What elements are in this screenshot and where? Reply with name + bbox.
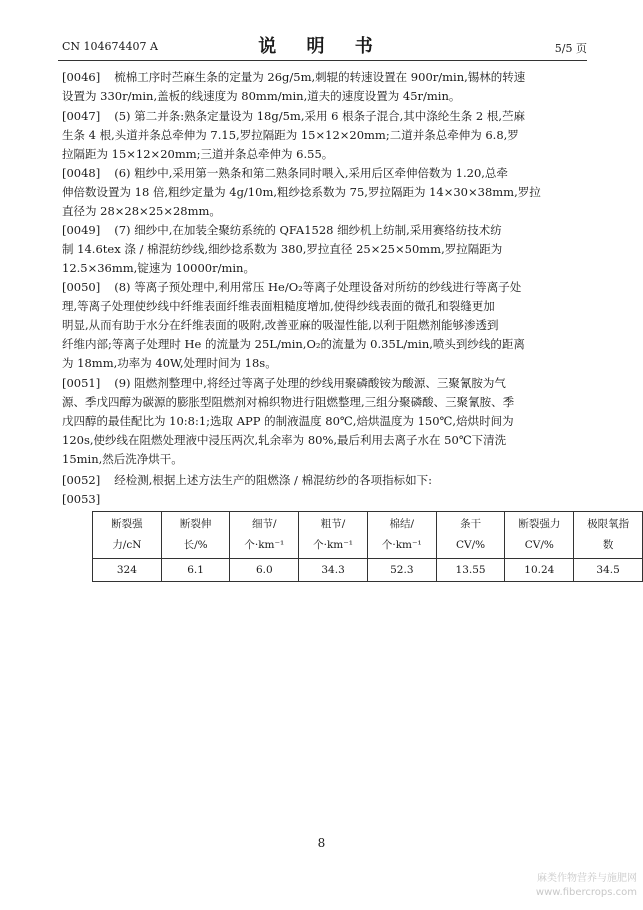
- watermark-line-2: www.fibercrops.com: [535, 887, 637, 898]
- header-line: 力/cN: [112, 539, 142, 551]
- paragraph-line: [62, 335, 590, 354]
- table-header-cell: [161, 512, 230, 559]
- paragraph-text: (7) 细纱中,在加装全聚纺系统的 QFA1528 细纱机上纺制,采用赛络纺技术纺: [114, 223, 502, 237]
- paragraph-number: [0047]: [62, 109, 101, 123]
- table-cell: 324: [93, 559, 162, 582]
- paragraph-text: 纤维内部;等离子处理时 He 的流量为 25L/min,O₂的流量为 0.35L/min,喷头到纱线的距离: [62, 337, 525, 351]
- table-header-cell: [574, 512, 643, 559]
- header-line: 断裂强力: [518, 518, 561, 530]
- paragraph-text: 梳棉工序时苎麻生条的定量为 26g/5m,刺辊的转速设置在 900r/min,锡林的转速: [114, 70, 526, 84]
- header-line: 粗节/: [320, 518, 346, 530]
- paragraph-line: [62, 164, 590, 183]
- paragraph-line: [62, 471, 590, 490]
- paragraph-0051: [62, 374, 590, 469]
- paragraph-text: 直径为 28×28×25×28mm。: [62, 204, 221, 218]
- paragraph-text: 戊四醇的最佳配比为 10:8:1;选取 APP 的制液温度 80℃,焙烘温度为 150℃,焙烘时间为: [62, 414, 514, 428]
- header-line: CV/%: [456, 539, 486, 551]
- header-line: 条干: [460, 518, 482, 530]
- table-header-cell: [367, 512, 436, 559]
- paragraph-number: [0046]: [62, 70, 101, 84]
- header-line: 个·km⁻¹: [313, 539, 354, 551]
- paragraph-line: [62, 107, 590, 126]
- table-cell: 34.5: [574, 559, 643, 582]
- paragraph-line: [62, 354, 590, 373]
- yarn-spec-table: [92, 511, 643, 582]
- paragraph-0053: [62, 490, 590, 509]
- paragraph-0048: [62, 164, 590, 221]
- header-line: 个·km⁻¹: [381, 539, 422, 551]
- table-header-cell: [436, 512, 505, 559]
- header-line: 长/%: [183, 539, 208, 551]
- paragraph-0046: [62, 68, 590, 106]
- paragraph-number: [0052]: [62, 473, 101, 487]
- paragraph-text: 伸倍数设置为 18 倍,粗纱定量为 4g/10m,粗纱捻系数为 75,罗拉隔距为 14×30×38mm,罗拉: [62, 185, 541, 199]
- header-line: 断裂强: [111, 518, 143, 530]
- paragraph-0052: [62, 471, 590, 490]
- paragraph-number: [0048]: [62, 166, 101, 180]
- paragraph-line: [62, 68, 590, 87]
- header-divider: [58, 60, 587, 61]
- paragraph-line: [62, 145, 590, 164]
- paragraph-text: (9) 阻燃剂整理中,将经过等离子处理的纱线用聚磷酸铵为酸源、三聚氰胺为气: [114, 376, 506, 390]
- paragraph-line: [62, 412, 590, 431]
- paragraph-number: [0053]: [62, 492, 101, 506]
- doc-number: CN 104674407 A: [62, 40, 158, 53]
- watermark-line-1: 麻类作物营养与施肥网: [537, 873, 637, 884]
- header-line: 数: [602, 539, 614, 551]
- paragraph-0050: [62, 278, 590, 373]
- table-cell: 52.3: [367, 559, 436, 582]
- paragraph-line: [62, 450, 590, 469]
- header-line: 细节/: [252, 518, 277, 530]
- paragraph-text: 经检测,根据上述方法生产的阻燃涤 / 棉混纺纱的各项指标如下:: [114, 473, 432, 487]
- paragraph-text: (8) 等离子预处理中,利用常压 He/O₂等离子处理设备对所纺的纱线进行等离子处: [114, 280, 522, 294]
- paragraph-line: [62, 393, 590, 412]
- header-line: CV/%: [524, 539, 554, 551]
- table-header-row: [93, 512, 643, 559]
- paragraph-text: 设置为 330r/min,盖板的线速度为 80mm/min,道夫的速度设置为 45r/min。: [62, 89, 461, 103]
- paragraph-text: 为 18mm,功率为 40W,处理时间为 18s。: [62, 356, 277, 370]
- table-cell: 6.1: [161, 559, 230, 582]
- paragraph-line: [62, 202, 590, 221]
- paragraph-number: [0051]: [62, 376, 101, 390]
- paragraph-line: [62, 259, 590, 278]
- table-header-cell: [230, 512, 299, 559]
- paragraph-line: [62, 183, 590, 202]
- table-header-cell: [299, 512, 368, 559]
- paragraph-text: 生条 4 根,头道并条总牵伸为 7.15,罗拉隔距为 15×12×20mm;二道并条总牵伸为 6.8,罗: [62, 128, 519, 142]
- table-cell: 34.3: [299, 559, 368, 582]
- paragraph-line: [62, 278, 590, 297]
- paragraph-line: [62, 87, 590, 106]
- paragraph-line: [62, 374, 590, 393]
- paragraph-text: 拉隔距为 15×12×20mm;三道并条总牵伸为 6.55。: [62, 147, 334, 161]
- paragraph-0047: [62, 107, 590, 164]
- paragraph-text: 明显,从而有助于水分在纤维表面的吸附,改善亚麻的吸湿性能,以利于阻燃剂能够渗透到: [62, 318, 499, 332]
- page-title: 说 明 书: [258, 36, 385, 57]
- paragraph-line: [62, 431, 590, 450]
- paragraph-line: [62, 221, 590, 240]
- header-line: 断裂伸: [179, 518, 212, 530]
- paragraph-line: [62, 126, 590, 145]
- page-label: 5/5 页: [554, 42, 587, 55]
- page-number: 8: [317, 836, 326, 850]
- table-header-cell: [93, 512, 162, 559]
- header-line: 极限氧指: [587, 518, 630, 530]
- table-cell: 6.0: [230, 559, 299, 582]
- paragraph-text: 制 14.6tex 涤 / 棉混纺纱线,细纱捻系数为 380,罗拉直径 25×25×50mm,罗拉隔距为: [62, 242, 503, 256]
- paragraph-text: 源、季戊四醇为碳源的膨胀型阻燃剂对棉织物进行阻燃整理,三组分聚磷酸、三聚氰胺、季: [62, 395, 515, 409]
- paragraph-text: 12.5×36mm,锭速为 10000r/min。: [62, 261, 255, 275]
- paragraph-line: [62, 297, 590, 316]
- paragraph-text: (5) 第二并条:熟条定量设为 18g/5m,采用 6 根条子混合,其中涤纶生条 2 根,苎麻: [114, 109, 526, 123]
- paragraph-text: 15min,然后洗净烘干。: [62, 452, 183, 466]
- watermark: [536, 872, 637, 900]
- table-cell: 13.55: [436, 559, 505, 582]
- paragraph-text: 理,等离子处理使纱线中纤维表面纤维表面粗糙度增加,使得纱线表面的微孔和裂缝更加: [62, 299, 495, 313]
- table-row: [93, 559, 643, 582]
- paragraph-number: [0049]: [62, 223, 101, 237]
- header-line: 个·km⁻¹: [244, 539, 285, 551]
- paragraph-line: [62, 240, 590, 259]
- table-cell: 10.24: [505, 559, 574, 582]
- paragraph-number: [0050]: [62, 280, 101, 294]
- header-line: 棉结/: [389, 518, 415, 530]
- paragraph-text: 120s,使纱线在阻燃处理液中浸压两次,轧余率为 80%,最后利用去离子水在 50℃下清洗: [62, 433, 507, 447]
- paragraph-line: [62, 316, 590, 335]
- table-header-cell: [505, 512, 574, 559]
- paragraph-text: (6) 粗纱中,采用第一熟条和第二熟条同时喂入,采用后区牵伸倍数为 1.20,总牵: [114, 166, 508, 180]
- paragraph-0049: [62, 221, 590, 278]
